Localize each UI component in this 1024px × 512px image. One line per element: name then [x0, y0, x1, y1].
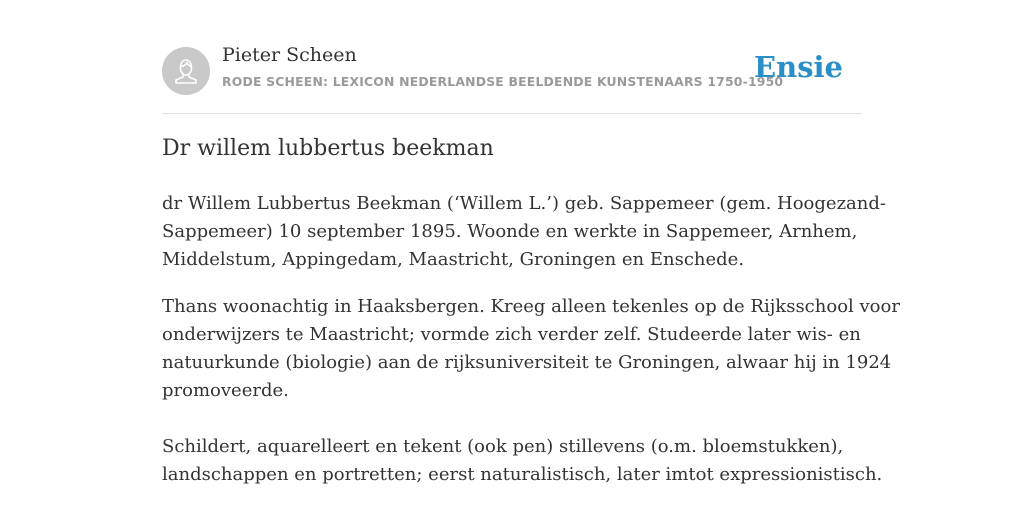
text-line: landschappen en portretten; eerst naturalistisch, later imtot expressionistisch.	[162, 464, 883, 485]
paragraph-1	[162, 190, 886, 274]
text-line: dr Willem Lubbertus Beekman (‘Willem L.’) geb. Sappemeer (gem. Hoogezand-	[162, 193, 886, 214]
article-header	[162, 0, 862, 114]
author-name[interactable]: Pieter Scheen	[222, 44, 357, 66]
paragraph-2	[162, 293, 900, 489]
ensie-logo[interactable]: Ensie	[754, 50, 843, 84]
line-break	[162, 405, 862, 433]
article-title: Dr willem lubbertus beekman	[162, 136, 494, 161]
text-line: natuurkunde (biologie) aan de rijksuniversiteit te Groningen, alwaar hij in 1924	[162, 352, 892, 373]
article-body	[162, 190, 900, 508]
text-line: promoveerde.	[162, 380, 289, 401]
text-line: onderwijzers te Maastricht; vormde zich verder zelf. Studeerde later wis- en	[162, 324, 861, 345]
user-silhouette-icon[interactable]	[162, 47, 210, 95]
article-card	[162, 0, 900, 485]
text-line: Sappemeer) 10 september 1895. Woonde en werkte in Sappemeer, Arnhem,	[162, 221, 858, 242]
text-line: Schildert, aquarelleert en tekent (ook pen) stillevens (o.m. bloemstukken),	[162, 436, 844, 457]
source-label[interactable]: RODE SCHEEN: LEXICON NEDERLANDSE BEELDENDE KUNSTENAARS 1750-1950	[222, 74, 784, 89]
text-line: Thans woonachtig in Haaksbergen. Kreeg alleen tekenles op de Rijksschool voor	[162, 296, 900, 317]
text-line: Middelstum, Appingedam, Maastricht, Groningen en Enschede.	[162, 249, 745, 270]
